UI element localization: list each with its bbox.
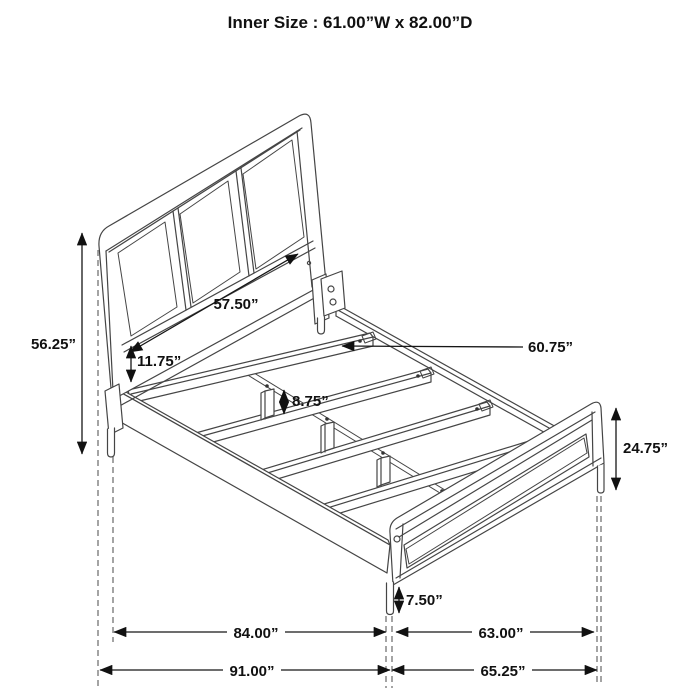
dim-footboard-inner-width-label: 63.00” [478,625,524,642]
support-leg [321,417,334,453]
side-rail-left [117,387,390,573]
dim-footboard-leg-clearance-label: 7.50” [406,592,443,609]
footboard-front-leg [387,582,394,615]
headboard-left-leg [105,384,123,457]
dim-overall-length-label: 91.00” [229,663,275,680]
dim-overall-width [392,661,597,680]
support-leg [261,384,274,420]
dim-headboard-inner-width-label: 57.50” [213,296,259,313]
dim-headboard-rail-width-label: 11.75” [137,353,182,370]
dim-slat-length-label: 60.75” [528,339,574,356]
dim-headboard-height-label: 56.25” [30,336,76,353]
rail-bracket [321,271,345,316]
diagram-title: Inner Size : 61.00”W x 82.00”D [227,13,473,32]
support-leg [377,451,390,487]
dim-headboard-height [31,233,82,454]
dim-overall-length [100,661,390,680]
dim-footboard-height [616,408,668,490]
dim-footboard-height-label: 24.75” [623,440,669,457]
dim-support-leg-height-label: 8.75” [292,393,329,410]
dim-footboard-leg-clearance [399,587,443,613]
footboard-rear-leg [598,464,605,493]
dim-footboard-inner-width [396,623,594,642]
dim-inner-length [114,623,386,642]
dim-overall-width-label: 65.25” [480,663,526,680]
dim-inner-length-label: 84.00” [233,625,279,642]
dim-slat-length [342,339,573,356]
